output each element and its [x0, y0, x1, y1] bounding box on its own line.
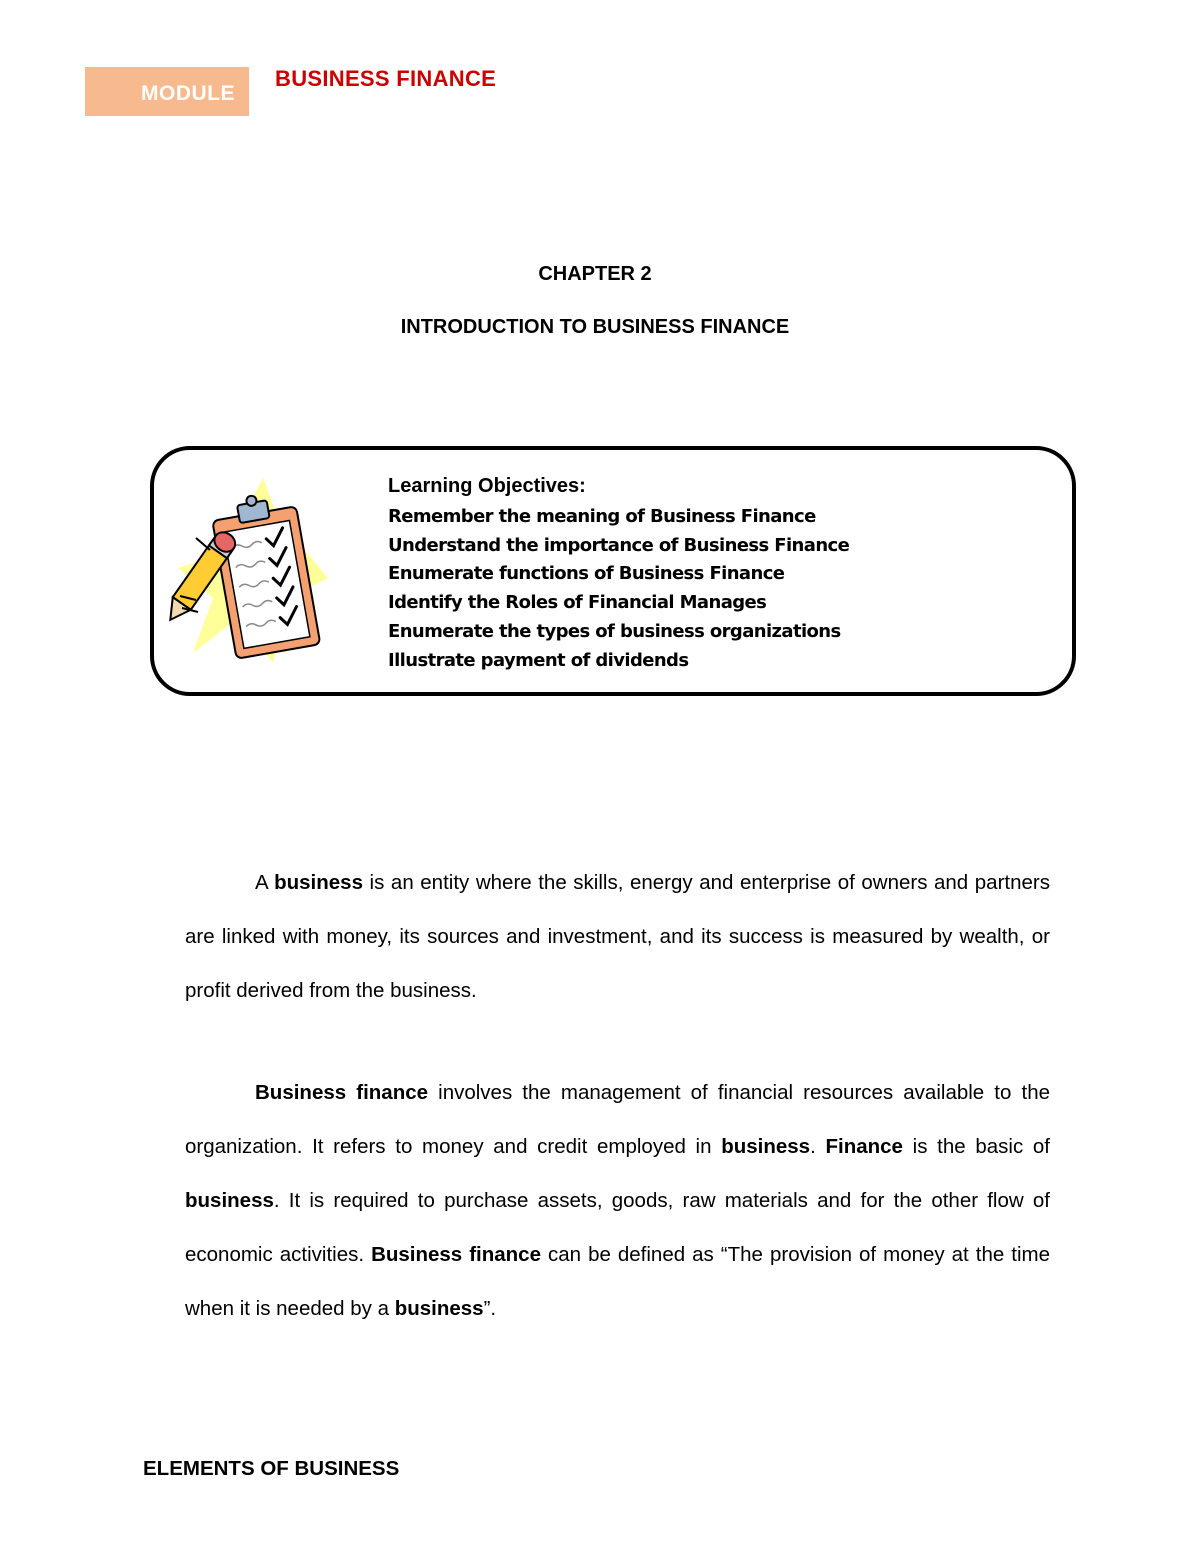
- module-label: MODULE: [141, 82, 235, 105]
- business-definition-paragraph: A business is an entity where the skills, energy and enterprise of owners and partners are linked with money, its sources and investment, and its success is measured by wealth, or profit derived from the business.: [185, 871, 1050, 1002]
- chapter-number: CHAPTER 2: [538, 263, 652, 285]
- objective-item: Understand the importance of Business Finance: [388, 534, 850, 556]
- business-finance-paragraph: Business finance involves the management of financial resources available to the organization. It refers to money and credit employed in business. Finance is the basic of business. It is required to purchase assets, goods, raw materials and for the other flow of economic activities. Business finance can be defined as “The provision of money at the time when it is needed by a business”.: [185, 1081, 1050, 1320]
- clipboard-checklist-icon: [168, 478, 333, 668]
- objective-item: Enumerate functions of Business Finance: [388, 563, 785, 585]
- section-heading: ELEMENTS OF BUSINESS: [143, 1457, 400, 1480]
- module-tag: [85, 67, 249, 116]
- objective-item: Identify the Roles of Financial Manages: [388, 592, 767, 614]
- objective-item: Illustrate payment of dividends: [388, 649, 689, 671]
- objectives-heading: Learning Objectives:: [388, 475, 586, 497]
- header-title: BUSINESS FINANCE: [275, 66, 497, 91]
- objective-item: Enumerate the types of business organizations: [388, 620, 841, 642]
- objectives-list: [388, 474, 1048, 675]
- chapter-title: INTRODUCTION TO BUSINESS FINANCE: [400, 316, 790, 338]
- objective-item: Remember the meaning of Business Finance: [388, 506, 816, 527]
